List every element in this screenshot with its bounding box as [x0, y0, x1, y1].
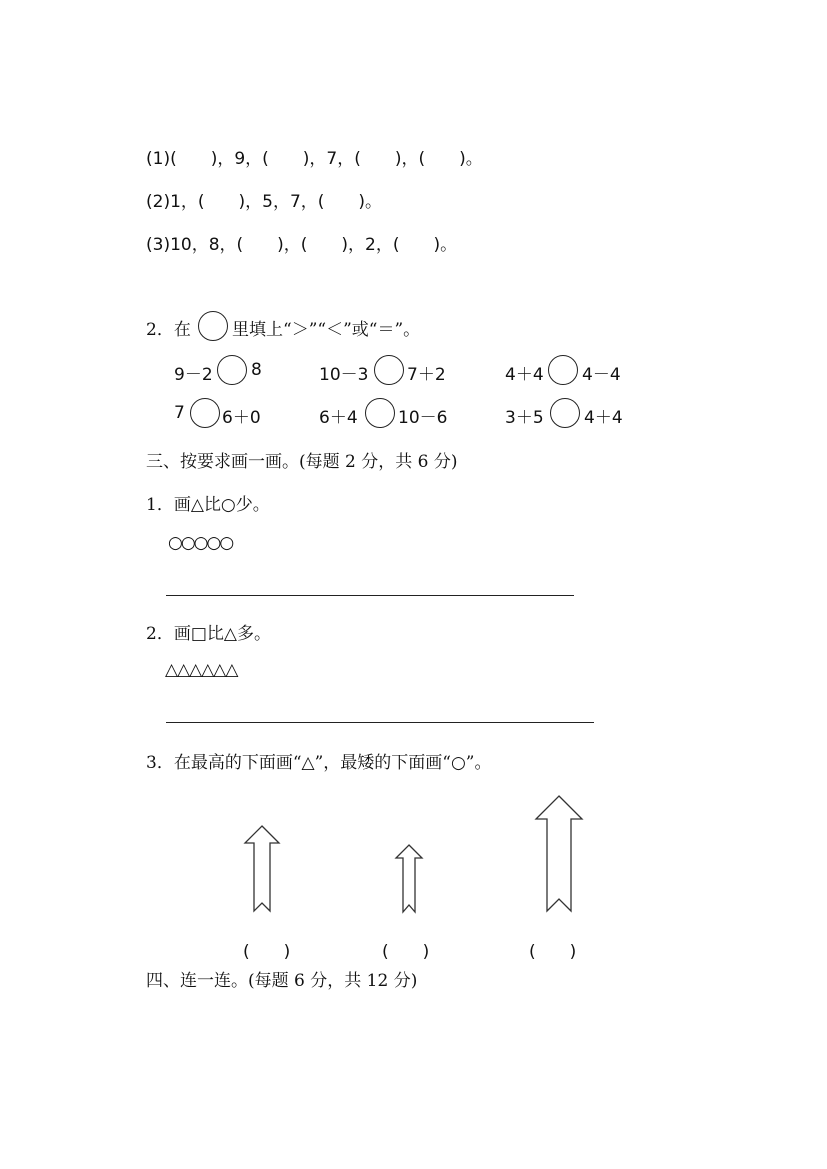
- compare-answer-circle[interactable]: [217, 355, 247, 385]
- compare-title-number: 2．在: [146, 320, 191, 340]
- arrow-answer-2[interactable]: ( ): [382, 942, 430, 962]
- compare-right: 6＋0: [222, 408, 261, 428]
- compare-left: 4＋4: [505, 365, 544, 385]
- answer-line-2[interactable]: [166, 722, 594, 723]
- sequence-row-1: (1)( )，9，( )，7，( )，( )。: [146, 149, 483, 169]
- section-3-heading: 三、按要求画一画。(每题 2 分，共 6 分): [146, 452, 458, 472]
- short-arrow-icon: [394, 844, 424, 914]
- section-4-heading: 四、连一连。(每题 6 分，共 12 分): [146, 971, 418, 991]
- question-3-3: 3．在最高的下面画“△”，最矮的下面画“○”。: [146, 753, 492, 773]
- compare-left: 7: [174, 403, 185, 423]
- compare-answer-circle[interactable]: [548, 355, 578, 385]
- answer-line-1[interactable]: [166, 595, 574, 596]
- circle-shapes: ○○○○○: [168, 533, 233, 553]
- question-3-2: 2．画□比△多。: [146, 624, 271, 644]
- compare-answer-circle[interactable]: [550, 398, 580, 428]
- compare-left: 10－3: [319, 365, 369, 385]
- compare-right: 8: [251, 360, 262, 380]
- compare-circle-icon: [198, 311, 228, 341]
- compare-answer-circle[interactable]: [374, 355, 404, 385]
- compare-title-text: 里填上“＞”“＜”或“＝”。: [232, 320, 421, 340]
- compare-right: 4＋4: [584, 408, 623, 428]
- sequence-row-2: (2)1，( )，5，7，( )。: [146, 192, 383, 212]
- question-3-1: 1．画△比○少。: [146, 495, 270, 515]
- compare-right: 4－4: [582, 365, 621, 385]
- compare-right: 10－6: [398, 408, 448, 428]
- compare-left: 3＋5: [505, 408, 544, 428]
- tall-arrow-icon: [534, 795, 584, 913]
- compare-right: 7＋2: [407, 365, 446, 385]
- medium-arrow-icon: [243, 825, 281, 913]
- arrow-answer-3[interactable]: ( ): [529, 942, 577, 962]
- compare-left: 9－2: [174, 365, 213, 385]
- sequence-row-3: (3)10，8，( )，( )，2，( )。: [146, 235, 458, 255]
- compare-left: 6＋4: [319, 408, 358, 428]
- arrow-answer-1[interactable]: ( ): [243, 942, 291, 962]
- compare-answer-circle[interactable]: [190, 398, 220, 428]
- compare-answer-circle[interactable]: [365, 398, 395, 428]
- triangle-shapes: △△△△△△: [165, 660, 238, 680]
